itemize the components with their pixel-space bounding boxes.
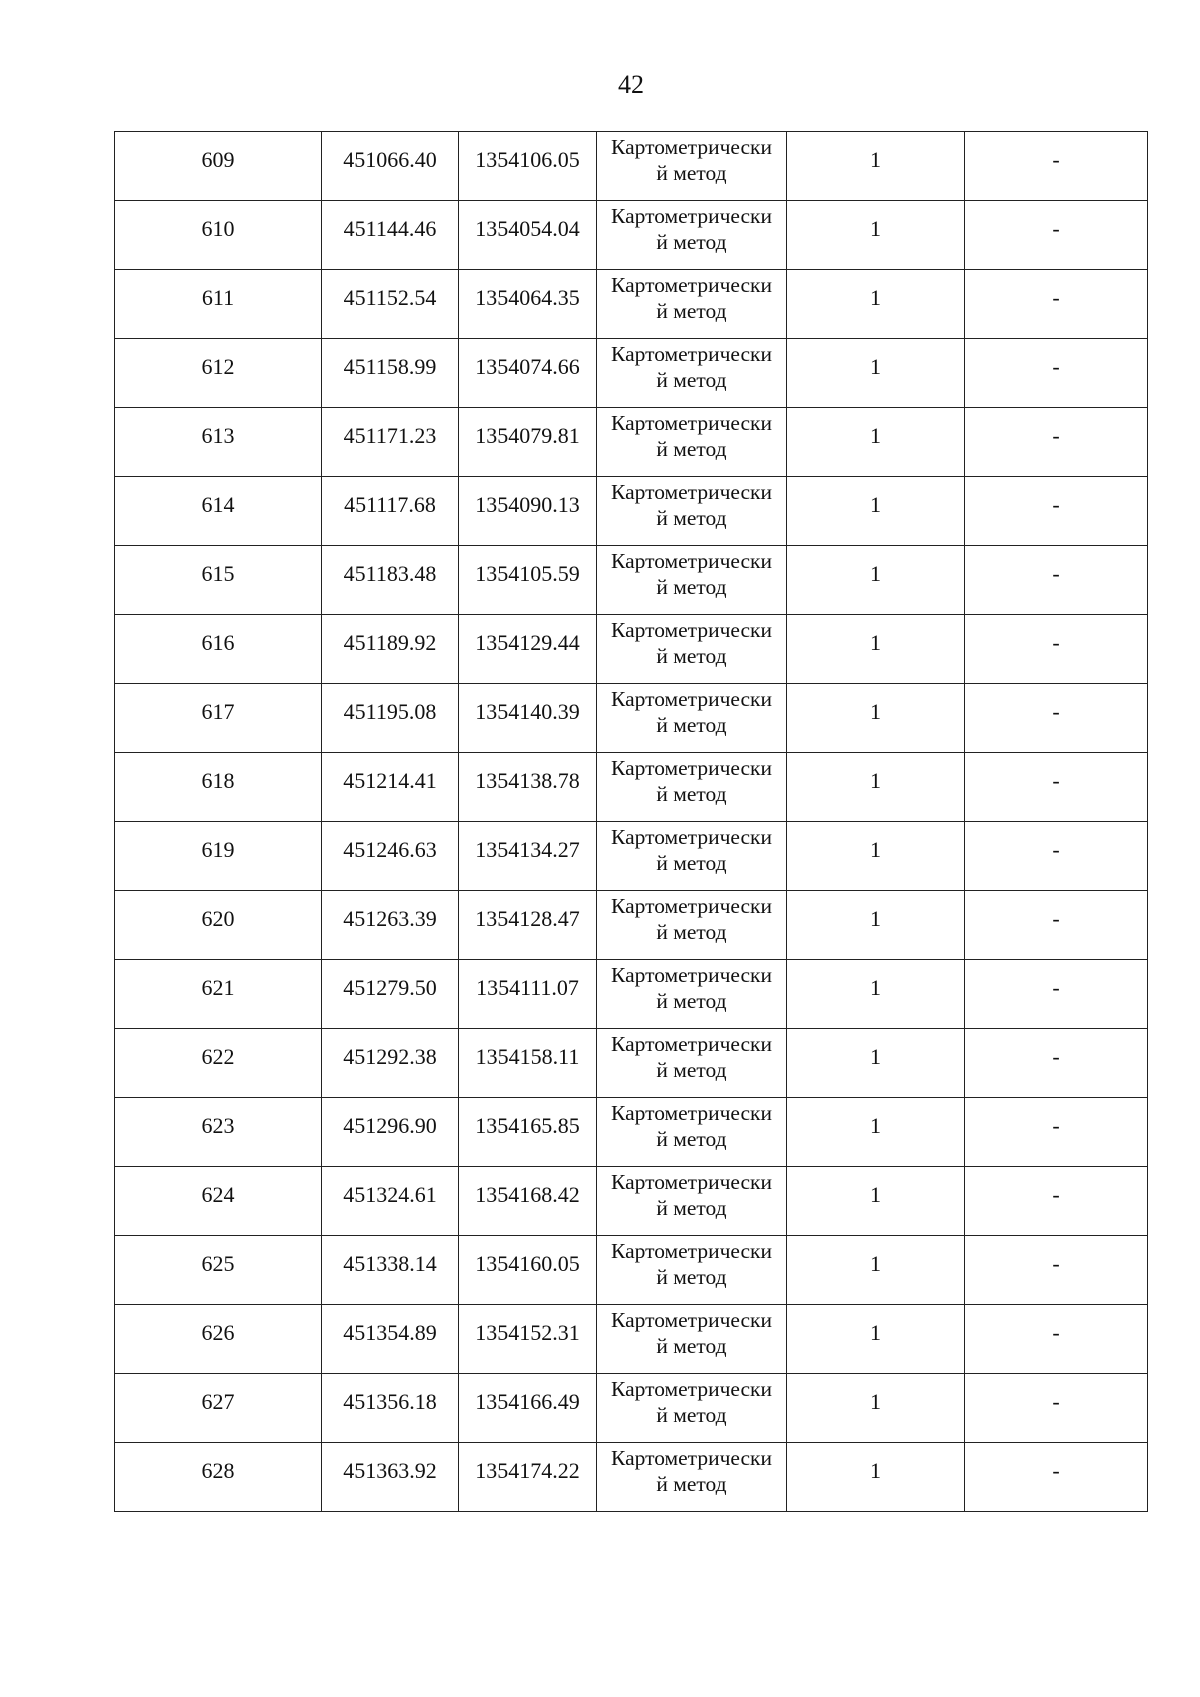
x-coordinate-cell: 451183.48 (322, 546, 459, 615)
accuracy-cell: 1 (787, 753, 965, 822)
accuracy-cell: 1 (787, 684, 965, 753)
table-row (115, 1305, 1148, 1374)
note-cell: - (965, 546, 1148, 615)
y-coordinate-cell: 1354165.85 (459, 1098, 597, 1167)
y-coordinate-cell: 1354166.49 (459, 1374, 597, 1443)
x-coordinate-cell: 451144.46 (322, 201, 459, 270)
y-coordinate-cell: 1354160.05 (459, 1236, 597, 1305)
note-cell: - (965, 1029, 1148, 1098)
table-row (115, 132, 1148, 201)
note-cell: - (965, 477, 1148, 546)
table-row (115, 891, 1148, 960)
x-coordinate-cell: 451246.63 (322, 822, 459, 891)
x-coordinate-cell: 451363.92 (322, 1443, 459, 1512)
point-number-cell: 609 (115, 132, 322, 201)
y-coordinate-cell: 1354174.22 (459, 1443, 597, 1512)
accuracy-cell: 1 (787, 1305, 965, 1374)
accuracy-cell: 1 (787, 546, 965, 615)
point-number-cell: 611 (115, 270, 322, 339)
method-cell: Картометрически й метод (597, 270, 787, 339)
accuracy-cell: 1 (787, 477, 965, 546)
point-number-cell: 610 (115, 201, 322, 270)
table-row (115, 1443, 1148, 1512)
accuracy-cell: 1 (787, 960, 965, 1029)
method-cell: Картометрически й метод (597, 1374, 787, 1443)
y-coordinate-cell: 1354111.07 (459, 960, 597, 1029)
y-coordinate-cell: 1354152.31 (459, 1305, 597, 1374)
x-coordinate-cell: 451324.61 (322, 1167, 459, 1236)
method-cell: Картометрически й метод (597, 132, 787, 201)
page-number: 42 (618, 70, 644, 99)
x-coordinate-cell: 451292.38 (322, 1029, 459, 1098)
x-coordinate-cell: 451263.39 (322, 891, 459, 960)
table-row (115, 753, 1148, 822)
accuracy-cell: 1 (787, 339, 965, 408)
y-coordinate-cell: 1354054.04 (459, 201, 597, 270)
method-cell: Картометрически й метод (597, 1167, 787, 1236)
method-cell: Картометрически й метод (597, 339, 787, 408)
accuracy-cell: 1 (787, 822, 965, 891)
y-coordinate-cell: 1354158.11 (459, 1029, 597, 1098)
point-number-cell: 620 (115, 891, 322, 960)
y-coordinate-cell: 1354168.42 (459, 1167, 597, 1236)
note-cell: - (965, 960, 1148, 1029)
table-row (115, 615, 1148, 684)
x-coordinate-cell: 451354.89 (322, 1305, 459, 1374)
point-number-cell: 619 (115, 822, 322, 891)
point-number-cell: 616 (115, 615, 322, 684)
y-coordinate-cell: 1354134.27 (459, 822, 597, 891)
note-cell: - (965, 201, 1148, 270)
note-cell: - (965, 891, 1148, 960)
table-row (115, 339, 1148, 408)
accuracy-cell: 1 (787, 270, 965, 339)
table-row (115, 1029, 1148, 1098)
note-cell: - (965, 684, 1148, 753)
note-cell: - (965, 1374, 1148, 1443)
table-row (115, 1236, 1148, 1305)
point-number-cell: 622 (115, 1029, 322, 1098)
accuracy-cell: 1 (787, 615, 965, 684)
point-number-cell: 621 (115, 960, 322, 1029)
method-cell: Картометрически й метод (597, 822, 787, 891)
accuracy-cell: 1 (787, 1236, 965, 1305)
accuracy-cell: 1 (787, 1029, 965, 1098)
method-cell: Картометрически й метод (597, 960, 787, 1029)
accuracy-cell: 1 (787, 132, 965, 201)
accuracy-cell: 1 (787, 891, 965, 960)
y-coordinate-cell: 1354140.39 (459, 684, 597, 753)
note-cell: - (965, 1236, 1148, 1305)
method-cell: Картометрически й метод (597, 1305, 787, 1374)
note-cell: - (965, 822, 1148, 891)
point-number-cell: 628 (115, 1443, 322, 1512)
method-cell: Картометрически й метод (597, 1029, 787, 1098)
method-cell: Картометрически й метод (597, 1443, 787, 1512)
y-coordinate-cell: 1354128.47 (459, 891, 597, 960)
y-coordinate-cell: 1354106.05 (459, 132, 597, 201)
y-coordinate-cell: 1354138.78 (459, 753, 597, 822)
table-row (115, 1098, 1148, 1167)
table-row (115, 684, 1148, 753)
note-cell: - (965, 270, 1148, 339)
point-number-cell: 617 (115, 684, 322, 753)
point-number-cell: 615 (115, 546, 322, 615)
table-row (115, 546, 1148, 615)
y-coordinate-cell: 1354129.44 (459, 615, 597, 684)
coordinates-table (114, 131, 1148, 1512)
accuracy-cell: 1 (787, 408, 965, 477)
point-number-cell: 625 (115, 1236, 322, 1305)
point-number-cell: 623 (115, 1098, 322, 1167)
method-cell: Картометрически й метод (597, 615, 787, 684)
note-cell: - (965, 1443, 1148, 1512)
x-coordinate-cell: 451158.99 (322, 339, 459, 408)
accuracy-cell: 1 (787, 1443, 965, 1512)
note-cell: - (965, 1305, 1148, 1374)
coordinates-table-body (115, 132, 1148, 1512)
method-cell: Картометрически й метод (597, 891, 787, 960)
table-row (115, 201, 1148, 270)
point-number-cell: 624 (115, 1167, 322, 1236)
point-number-cell: 612 (115, 339, 322, 408)
point-number-cell: 627 (115, 1374, 322, 1443)
note-cell: - (965, 132, 1148, 201)
point-number-cell: 626 (115, 1305, 322, 1374)
point-number-cell: 614 (115, 477, 322, 546)
x-coordinate-cell: 451066.40 (322, 132, 459, 201)
table-row (115, 477, 1148, 546)
table-row (115, 1167, 1148, 1236)
accuracy-cell: 1 (787, 1098, 965, 1167)
y-coordinate-cell: 1354079.81 (459, 408, 597, 477)
accuracy-cell: 1 (787, 1167, 965, 1236)
table-row (115, 1374, 1148, 1443)
x-coordinate-cell: 451279.50 (322, 960, 459, 1029)
x-coordinate-cell: 451296.90 (322, 1098, 459, 1167)
method-cell: Картометрически й метод (597, 408, 787, 477)
x-coordinate-cell: 451338.14 (322, 1236, 459, 1305)
method-cell: Картометрически й метод (597, 546, 787, 615)
y-coordinate-cell: 1354064.35 (459, 270, 597, 339)
point-number-cell: 618 (115, 753, 322, 822)
note-cell: - (965, 1098, 1148, 1167)
note-cell: - (965, 408, 1148, 477)
method-cell: Картометрически й метод (597, 1098, 787, 1167)
x-coordinate-cell: 451189.92 (322, 615, 459, 684)
x-coordinate-cell: 451152.54 (322, 270, 459, 339)
method-cell: Картометрически й метод (597, 477, 787, 546)
method-cell: Картометрически й метод (597, 201, 787, 270)
table-row (115, 408, 1148, 477)
table-row (115, 822, 1148, 891)
x-coordinate-cell: 451195.08 (322, 684, 459, 753)
y-coordinate-cell: 1354090.13 (459, 477, 597, 546)
note-cell: - (965, 615, 1148, 684)
accuracy-cell: 1 (787, 1374, 965, 1443)
note-cell: - (965, 753, 1148, 822)
method-cell: Картометрически й метод (597, 684, 787, 753)
point-number-cell: 613 (115, 408, 322, 477)
x-coordinate-cell: 451117.68 (322, 477, 459, 546)
y-coordinate-cell: 1354074.66 (459, 339, 597, 408)
note-cell: - (965, 1167, 1148, 1236)
y-coordinate-cell: 1354105.59 (459, 546, 597, 615)
table-row (115, 960, 1148, 1029)
accuracy-cell: 1 (787, 201, 965, 270)
x-coordinate-cell: 451171.23 (322, 408, 459, 477)
method-cell: Картометрически й метод (597, 1236, 787, 1305)
table-row (115, 270, 1148, 339)
method-cell: Картометрически й метод (597, 753, 787, 822)
note-cell: - (965, 339, 1148, 408)
x-coordinate-cell: 451356.18 (322, 1374, 459, 1443)
x-coordinate-cell: 451214.41 (322, 753, 459, 822)
